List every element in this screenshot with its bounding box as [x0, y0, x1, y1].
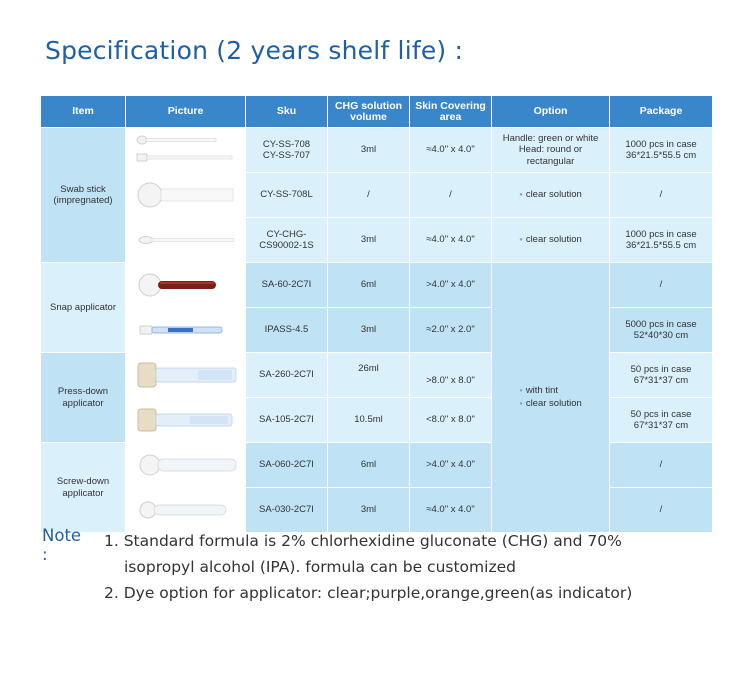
package-cell: / [610, 488, 713, 533]
area-cell: >4.0" x 4.0" [410, 443, 492, 488]
area-cell: ≈4.0" x 4.0" [410, 488, 492, 533]
header-volume: CHG solution volume [328, 96, 410, 128]
page-title: Specification (2 years shelf life) : [45, 36, 464, 65]
sku-cell: CY-SS-708L [246, 173, 328, 218]
area-cell: ≈4.0" x 4.0" [410, 128, 492, 173]
table-row [41, 308, 713, 353]
screw-down-applicator-6ml-icon [126, 443, 246, 488]
volume-cell: 6ml [328, 263, 410, 308]
table-row [41, 263, 713, 308]
sku-cell: CY-CHG- CS90002-1S [246, 218, 328, 263]
sku-cell: SA-060-2C7I [246, 443, 328, 488]
snap-applicator-blue-icon [126, 308, 246, 353]
thin-swab-stick-icon [126, 218, 246, 263]
area-cell: <8.0" x 8.0" [410, 398, 492, 443]
press-down-applicator-small-icon [126, 398, 246, 443]
package-cell: / [610, 263, 713, 308]
volume-cell: 3ml [328, 218, 410, 263]
table-row [41, 443, 713, 488]
area-cell: >4.0" x 4.0" [410, 263, 492, 308]
table-row [41, 398, 713, 443]
volume-cell: 3ml [328, 128, 410, 173]
header-item: Item [41, 96, 126, 128]
table-row [41, 218, 713, 263]
sku-cell: SA-60-2C7I [246, 263, 328, 308]
package-cell: 1000 pcs in case 36*21.5*55.5 cm [610, 128, 713, 173]
area-cell: >8.0" x 8.0" [410, 353, 492, 398]
package-cell: 5000 pcs in case 52*40*30 cm [610, 308, 713, 353]
table-header-row [41, 96, 713, 128]
specification-table [40, 95, 713, 533]
snap-applicator-red-icon [126, 263, 246, 308]
header-picture: Picture [126, 96, 246, 128]
sku-cell: SA-030-2C7I [246, 488, 328, 533]
sku-cell: SA-260-2C7I [246, 353, 328, 398]
option-clear-solution: ● clear solution [519, 398, 582, 411]
option-cell: ● clear solution [492, 218, 610, 263]
sku-cell: SA-105-2C7I [246, 398, 328, 443]
note-line-3: 2. Dye option for applicator: clear;purple,orange,green(as indicator) [104, 584, 633, 602]
area-cell: ≈4.0" x 4.0" [410, 218, 492, 263]
swab-stick-pair-icon [126, 128, 246, 173]
table-row [41, 128, 713, 173]
volume-cell: 26ml [328, 353, 410, 398]
screw-down-applicator-3ml-icon [126, 488, 246, 533]
sku-cell: IPASS-4.5 [246, 308, 328, 353]
area-cell: ≈2.0" x 2.0" [410, 308, 492, 353]
volume-cell: 6ml [328, 443, 410, 488]
header-area: Skin Covering area [410, 96, 492, 128]
sku-cell: CY-SS-708 CY-SS-707 [246, 128, 328, 173]
volume-cell: 10.5ml [328, 398, 410, 443]
table-row [41, 353, 713, 398]
item-cell: Swab stick (impregnated) [41, 128, 126, 263]
package-cell: / [610, 173, 713, 218]
package-cell: 50 pcs in case 67*31*37 cm [610, 353, 713, 398]
table-row [41, 173, 713, 218]
option-with-tint: ● with tint [519, 385, 582, 398]
package-cell: 1000 pcs in case 36*21.5*55.5 cm [610, 218, 713, 263]
volume-cell: 3ml [328, 308, 410, 353]
item-cell: Press-down applicator [41, 353, 126, 443]
header-package: Package [610, 96, 713, 128]
header-option: Option [492, 96, 610, 128]
item-cell: Screw-down applicator [41, 443, 126, 533]
note-line-1: 1. Standard formula is 2% chlorhexidine gluconate (CHG) and 70% [104, 532, 622, 550]
package-cell: / [610, 443, 713, 488]
package-cell: 50 pcs in case 67*31*37 cm [610, 398, 713, 443]
note-label: Note : [42, 526, 82, 564]
note-line-2: isopropyl alcohol (IPA). formula can be customized [124, 558, 516, 576]
volume-cell: 3ml [328, 488, 410, 533]
area-cell: / [410, 173, 492, 218]
item-cell: Snap applicator [41, 263, 126, 353]
press-down-applicator-large-icon [126, 353, 246, 398]
applicator-option-cell [492, 263, 610, 533]
volume-cell: / [328, 173, 410, 218]
large-swab-stick-icon [126, 173, 246, 218]
table-row [41, 488, 713, 533]
option-cell: ● clear solution [492, 173, 610, 218]
option-cell: Handle: green or white Head: round or rectangular [492, 128, 610, 173]
header-sku: Sku [246, 96, 328, 128]
